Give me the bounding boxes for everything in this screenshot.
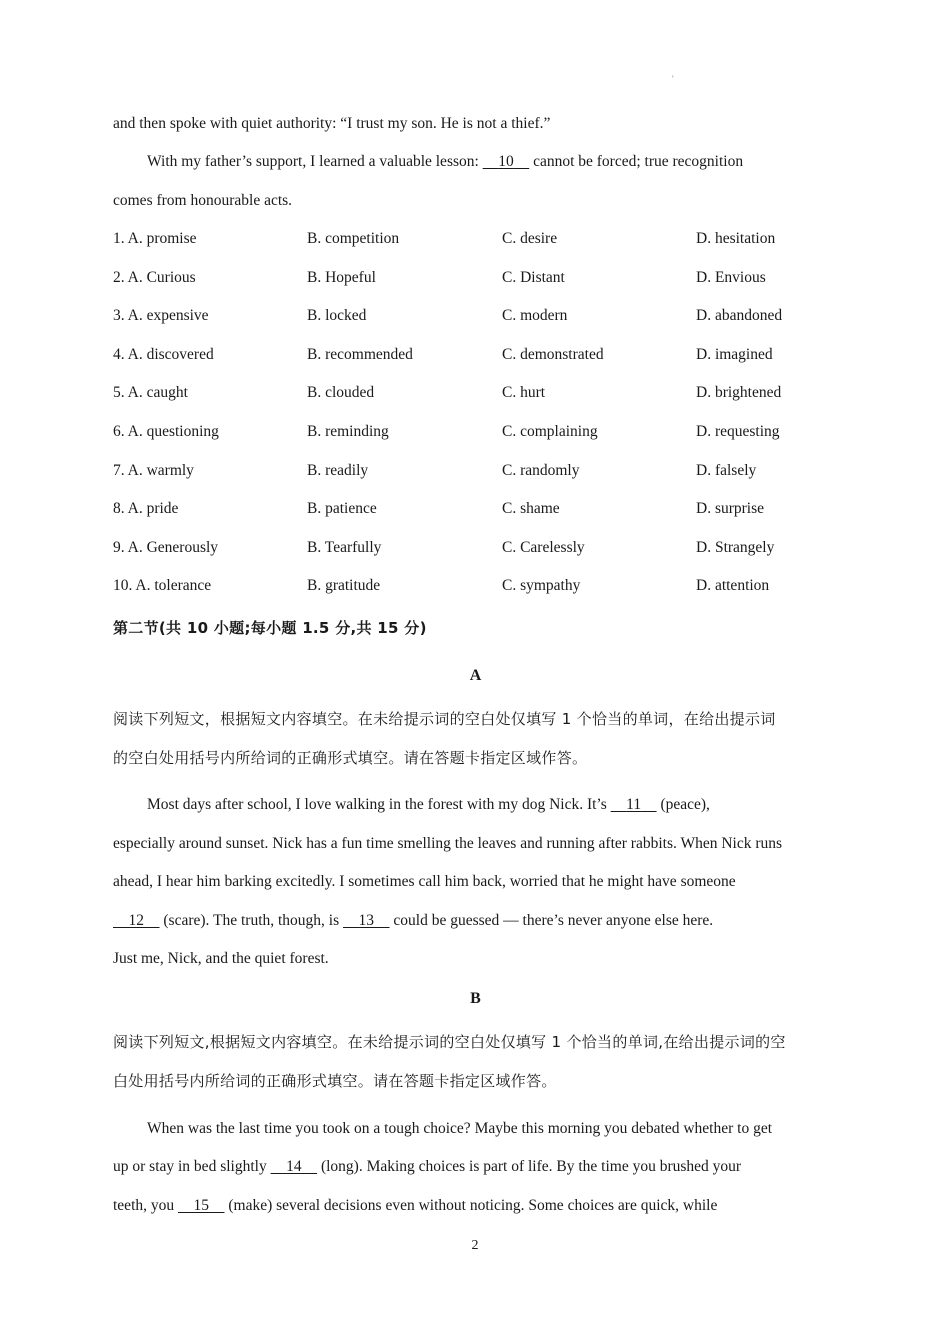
option-choice: C. Distant xyxy=(502,268,565,286)
option-choice: 6. A. questioning xyxy=(113,423,219,440)
blank-12: 12 xyxy=(128,912,144,929)
blank-13: 13 xyxy=(358,912,375,929)
page-number: 2 xyxy=(471,1238,479,1253)
option-choice: 8. A. pride xyxy=(113,500,179,518)
text-segment: (make) several decisions even without noticing. Some choices are quick, while xyxy=(224,1197,718,1214)
passage-line: and then spoke with quiet authority: “I trust my son. He is not a thief.” xyxy=(113,115,551,132)
option-choice: 1. A. promise xyxy=(113,230,197,247)
blank-11: 11 xyxy=(626,796,642,813)
option-row xyxy=(113,345,838,365)
text-segment: could be guessed — there’s never anyone else here. xyxy=(389,912,714,929)
passage-line xyxy=(113,1157,741,1177)
option-choice: B. locked xyxy=(307,307,367,325)
option-choice: D. Strangely xyxy=(696,538,775,556)
option-choice: 2. A. Curious xyxy=(113,268,196,286)
option-choice: 5. A. caught xyxy=(113,384,188,402)
option-choice: B. gratitude xyxy=(307,577,381,595)
option-choice: D. Envious xyxy=(696,268,766,286)
text-segment: Most days after school, I love walking in the forest with my dog Nick. It’s xyxy=(147,796,611,813)
header-mark: ' xyxy=(672,74,674,84)
option-row xyxy=(113,306,838,326)
section-title: 第二节(共 10 小题;每小题 1.5 分,共 15 分) xyxy=(113,619,427,637)
option-row xyxy=(113,576,838,596)
passage-line xyxy=(147,795,710,815)
option-choice: B. competition xyxy=(307,230,400,247)
text-segment: (long). Making choices is part of life. By the time you brushed your xyxy=(317,1158,742,1175)
option-choice: D. requesting xyxy=(696,423,780,440)
passage-line xyxy=(113,911,713,931)
option-choice: 9. A. Generously xyxy=(113,538,219,556)
option-row xyxy=(113,499,838,519)
passage-line xyxy=(147,152,743,172)
option-choice: C. randomly xyxy=(502,461,580,479)
option-choice: D. attention xyxy=(696,577,770,595)
option-choice: B. patience xyxy=(307,500,377,518)
text-segment: With my father’s support, I learned a valuable lesson: xyxy=(147,153,483,170)
option-choice: D. abandoned xyxy=(696,307,783,325)
instruction-line: 阅读下列短文,根据短文内容填空。在未给提示词的空白处仅填写 1 个恰当的单词,在给出提示词的空 xyxy=(113,1033,786,1051)
part-a-heading: A xyxy=(469,667,482,684)
part-b-heading: B xyxy=(470,990,481,1007)
passage-line: Just me, Nick, and the quiet forest. xyxy=(113,950,329,967)
option-choice: D. falsely xyxy=(696,461,757,479)
instruction-line: 白处用括号内所给词的正确形式填空。请在答题卡指定区域作答。 xyxy=(113,1072,557,1090)
option-choice: C. demonstrated xyxy=(502,345,604,363)
option-choice: 10. A. tolerance xyxy=(113,577,212,595)
passage-line xyxy=(113,1196,717,1216)
option-row xyxy=(113,422,838,442)
option-choice: B. readily xyxy=(307,461,369,479)
option-choice: B. reminding xyxy=(307,423,389,440)
option-choice: B. clouded xyxy=(307,384,375,402)
passage-line: ahead, I hear him barking excitedly. I sometimes call him back, worried that he might have someone xyxy=(113,873,736,890)
option-choice: C. hurt xyxy=(502,384,546,402)
option-row xyxy=(113,229,838,249)
option-choice: B. Hopeful xyxy=(307,268,376,286)
option-choice: 4. A. discovered xyxy=(113,345,214,363)
text-segment: teeth, you xyxy=(113,1197,178,1214)
text-segment: cannot be forced; true recognition xyxy=(529,153,744,170)
blank-15: 15 xyxy=(193,1197,209,1214)
instruction-line: 阅读下列短文，根据短文内容填空。在未给提示词的空白处仅填写 1 个恰当的单词，在给出提示词 xyxy=(113,710,776,728)
option-choice: 3. A. expensive xyxy=(113,307,209,325)
option-row xyxy=(113,538,838,558)
option-row xyxy=(113,461,838,481)
text-segment: up or stay in bed slightly xyxy=(113,1158,271,1175)
passage-line: When was the last time you took on a tough choice? Maybe this morning you debated whether to get xyxy=(147,1120,773,1137)
option-choice: D. surprise xyxy=(696,500,765,518)
option-choice: D. hesitation xyxy=(696,230,776,247)
passage-line: especially around sunset. Nick has a fun time smelling the leaves and running after rabbits. When Nick runs xyxy=(113,835,783,852)
blank-10: 10 xyxy=(498,153,514,170)
option-choice: D. imagined xyxy=(696,345,773,363)
option-row xyxy=(113,268,838,288)
option-choice: B. recommended xyxy=(307,345,413,363)
option-choice: B. Tearfully xyxy=(307,538,382,556)
option-choice: C. shame xyxy=(502,500,560,518)
instruction-line: 的空白处用括号内所给词的正确形式填空。请在答题卡指定区域作答。 xyxy=(113,749,588,767)
option-choice: C. complaining xyxy=(502,423,598,440)
option-choice: 7. A. warmly xyxy=(113,461,194,479)
text-segment: (peace), xyxy=(656,796,710,813)
passage-line: comes from honourable acts. xyxy=(113,192,293,209)
option-choice: C. modern xyxy=(502,307,568,325)
text-segment: (scare). The truth, though, is xyxy=(159,912,344,929)
option-choice: C. Carelessly xyxy=(502,538,585,556)
blank-14: 14 xyxy=(286,1158,302,1175)
option-choice: C. desire xyxy=(502,230,558,247)
option-choice: C. sympathy xyxy=(502,577,581,595)
option-row xyxy=(113,383,838,403)
option-choice: D. brightened xyxy=(696,384,782,402)
